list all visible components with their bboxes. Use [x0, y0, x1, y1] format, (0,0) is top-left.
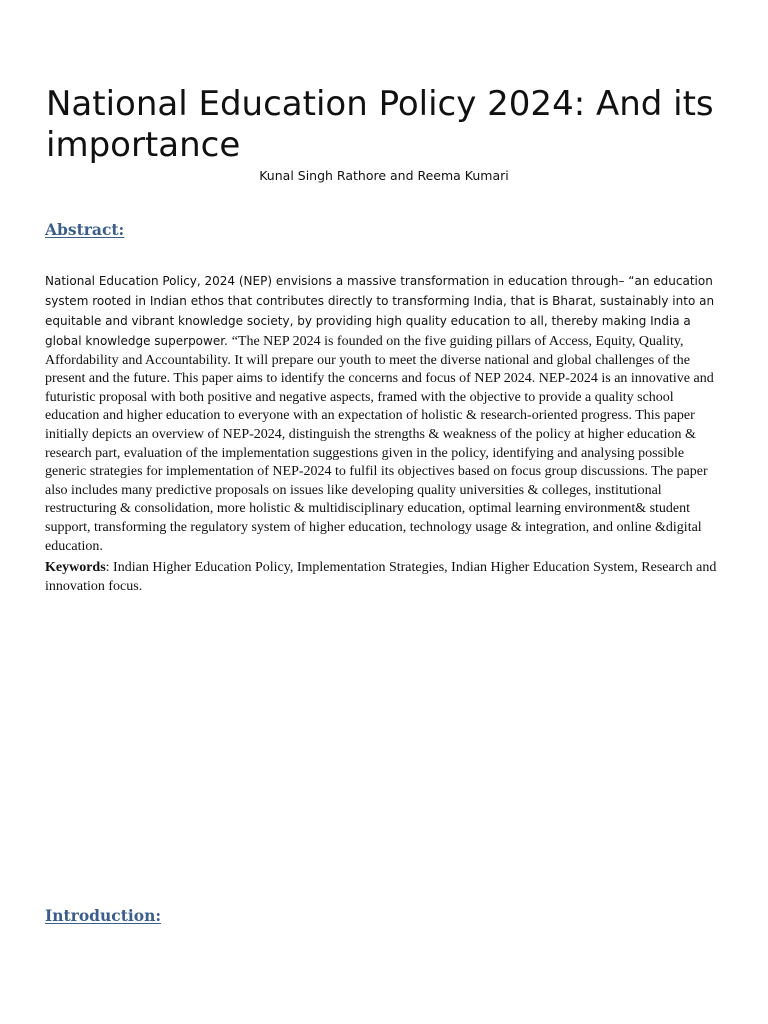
- abstract-heading: Abstract:: [45, 220, 125, 239]
- abstract-text-sans: National Education Policy, 2024 (NEP) envisions a massive transformation in education through– “an education system rooted in Indian ethos that contributes directly to transforming India, that is Bharat, sustainably into an equitable and vibrant knowledge society, by providing high quality education to all, thereby making India a global knowledge superpower.: [45, 274, 715, 348]
- abstract-text-serif: “The NEP 2024 is founded on the five guiding pillars of Access, Equity, Quality, Affordability and Accountability. It will prepare our youth to meet the diverse national and global challenges of the present and the future. This paper aims to identify the concerns and focus of NEP 2024. NEP-2024 is an innovative and futuristic proposal with both positive and negative aspects, framed with the objective to provide a quality school education and higher education to everyone with an expectation of holistic & research-oriented progress. This paper initially depicts an overview of NEP-2024, distinguish the strengths & weakness of the policy at higher education & research part, evaluation of the implementation suggestions given in the policy, identifying and analysing possible generic strategies for implementation of NEP-2024 to fulfil its objectives based on focus group discussions. The paper also includes many predictive proposals on issues like developing quality universities & colleges, institutional restructuring & consolidation, more holistic & multidisciplinary education, optimal learning environment& student support, transforming the regulatory system of higher education, technology usage & integration, and online &digital education.: [45, 334, 714, 554]
- keywords-label: Keywords: [45, 560, 106, 575]
- keywords-text: : Indian Higher Education Policy, Implementation Strategies, Indian Higher Education System, Research and innovation focus.: [45, 560, 717, 594]
- keywords: [45, 558, 723, 596]
- introduction-heading: Introduction:: [45, 906, 162, 925]
- paper-authors: Kunal Singh Rathore and Reema Kumari: [259, 168, 509, 183]
- paper-title: National Education Policy 2024: And its importance: [46, 84, 714, 165]
- abstract-text: [45, 271, 723, 556]
